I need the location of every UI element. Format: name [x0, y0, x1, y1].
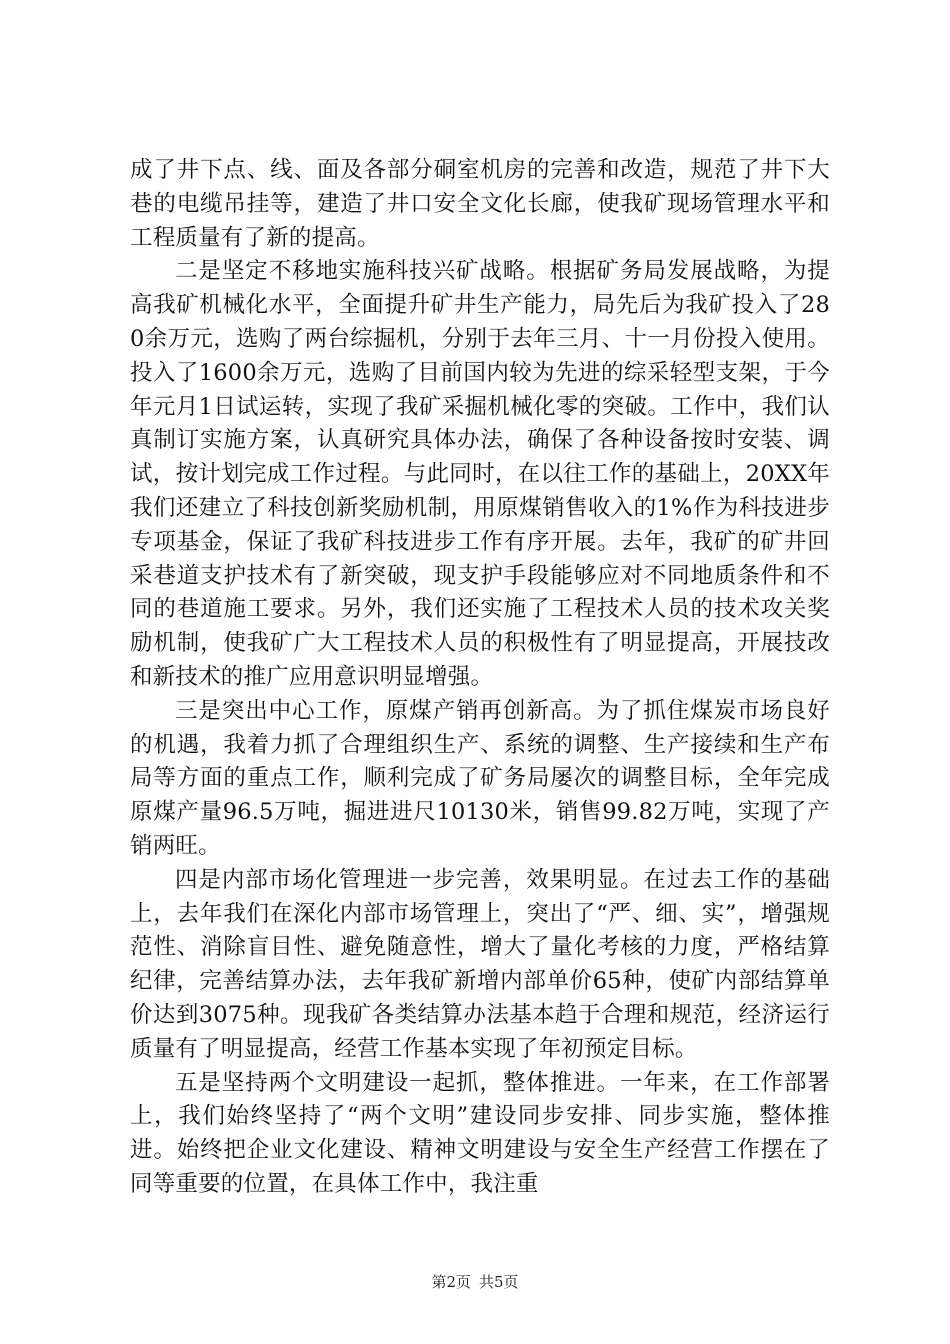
- document-body: [130, 154, 830, 1202]
- paragraph-civilization-building: 五是坚持两个文明建设一起抓，整体推进。一年来，在工作部署上，我们始终坚持了“两个文明”建设同步安排、同步实施，整体推进。始终把企业文化建设、精神文明建设与安全生产经营工作摆在了同等重要的位置，在具体工作中，我注重: [130, 1069, 830, 1197]
- paragraph-continuation: 成了井下点、线、面及各部分硐室机房的完善和改造，规范了井下大巷的电缆吊挂等，建造了井口安全文化长廊，使我矿现场管理水平和工程质量有了新的提高。: [130, 157, 830, 251]
- page-number: 第2页: [431, 1273, 471, 1291]
- paragraph-tech-strategy: 二是坚定不移地实施科技兴矿战略。根据矿务局发展战略，为提高我矿机械化水平，全面提升矿井生产能力，局先后为我矿投入了280余万元，选购了两台综掘机，分别于去年三月、十一月份投入使用。投入了1600余万元，选购了目前国内较为先进的综采轻型支架，于今年元月1日试运转，实现了我矿采掘机械化零的突破。工作中，我们认真制订实施方案，认真研究具体办法，确保了各种设备按时安装、调试，按计划完成工作过程。与此同时，在以往工作的基础上，20XX年我们还建立了科技创新奖励机制，用原煤销售收入的1%作为科技进步专项基金，保证了我矿科技进步工作有序开展。去年，我矿的矿井回采巷道支护技术有了新突破，现支护手段能够应对不同地质条件和不同的巷道施工要求。另外，我们还实施了工程技术人员的技术攻关奖励机制，使我矿广大工程技术人员的积极性有了明显提高，开展技改和新技术的推广应用意识明显增强。: [130, 258, 830, 690]
- paragraph-market-management: 四是内部市场化管理进一步完善，效果明显。在过去工作的基础上，去年我们在深化内部市场管理上，突出了“严、细、实”，增强规范性、消除盲目性、避免随意性，增大了量化考核的力度，严格结算纪律，完善结算办法，去年我矿新增内部单价65种，使矿内部结算单价达到3075种。现我矿各类结算办法基本趋于合理和规范，经济运行质量有了明显提高，经营工作基本实现了年初预定目标。: [130, 866, 830, 1062]
- page-footer: [0, 1272, 950, 1292]
- paragraph-production-sales: 三是突出中心工作，原煤产销再创新高。为了抓住煤炭市场良好的机遇，我着力抓了合理组织生产、系统的调整、生产接续和生产布局等方面的重点工作，顺利完成了矿务局屡次的调整目标，全年完成原煤产量96.5万吨，掘进进尺10130米，销售99.82万吨，实现了产销两旺。: [130, 697, 830, 859]
- page-total: 共5页: [479, 1273, 519, 1291]
